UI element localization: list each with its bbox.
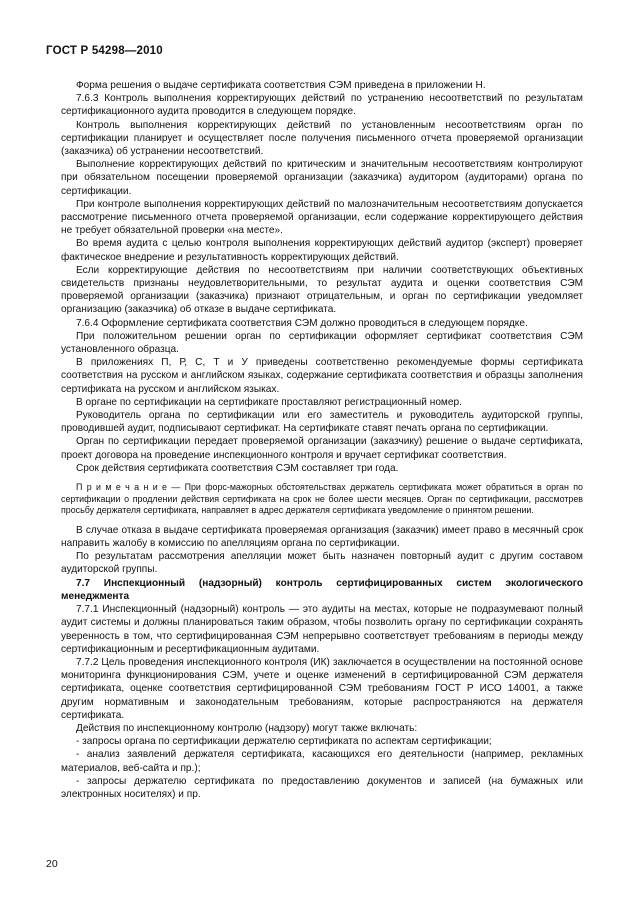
paragraph: 7.7.1 Инспекционный (надзорный) контроль — это аудиты на местах, которые не подразумевают полный аудит системы и должны планироваться таким образом, чтобы позволить органу по сертификации сохранять уверенность в том, что сертифицированная СЭМ непрерывно соответствует требованиям в периоды между сертификационным и ресертификационным аудитами. bbox=[61, 604, 583, 655]
paragraph: В приложениях П, Р, С, Т и У приведены соответственно рекомендуемые формы сертификата соответствия на русском и английском языках, содержание сертификата соответствия и образцы заполнения сертификата на русском и английском языках. bbox=[61, 357, 583, 395]
paragraph: Срок действия сертификата соответствия СЭМ составляет три года. bbox=[76, 462, 399, 474]
paragraph: По результатам рассмотрения апелляции может быть назначен повторный аудит с другим составом аудиторской группы. bbox=[61, 551, 583, 576]
paragraph: При контроле выполнения корректирующих действий по малозначительным несоответствиям допускается рассмотрение письменного отчета проверяемой организации, если содержание корректирующего действия не требует обязательной проверки «на месте». bbox=[61, 198, 583, 237]
paragraph: 7.7.2 Цель проведения инспекционного контроля (ИК) заключается в осуществлении на постоянной основе мониторинга функционирования СЭМ, учете и оценке изменений в сертифицированной СЭМ держателя сертификата, оценке соответствия сертифицированной СЭМ требованиям ГОСТ Р ИСО 14001, а также другим нормативным и законодательным требованиям, которые распространяются на держателя сертификата. bbox=[61, 656, 583, 721]
paragraph: В случае отказа в выдаче сертификата проверяемая организация (заказчик) имеет право в месячный срок направить жалобу в комиссию по апелляциям органа по сертификации. bbox=[61, 524, 583, 550]
list-item: - запросы органа по сертификации держателю сертификата по аспектам сертификации; bbox=[76, 736, 492, 748]
paragraph: 7.6.3 Контроль выполнения корректирующих действий по устранению несоответствий по результатам сертификационного аудита проводится в следующем порядке. bbox=[61, 93, 583, 118]
note-paragraph bbox=[61, 482, 583, 517]
paragraph: Во время аудита с целью контроля выполнения корректирующих действий аудитор (эксперт) проверяет фактическое внедрение и результативность корректирующих действий. bbox=[61, 238, 583, 263]
document-header: ГОСТ Р 54298—2010 bbox=[46, 45, 163, 57]
page-body bbox=[61, 79, 583, 801]
paragraph: Действия по инспекционному контролю (надзору) могут также включать: bbox=[76, 722, 418, 734]
paragraph: При положительном решении орган по сертификации оформляет сертификат соответствия СЭМ установленного образца. bbox=[61, 330, 583, 356]
note-label: П р и м е ч а н и е bbox=[76, 482, 167, 493]
paragraph: Орган по сертификации передает проверяемой организации (заказчику) решение о выдаче сертификата, проект договора на проведение инспекционного контроля и вручает сертификат соответствия. bbox=[61, 436, 583, 461]
paragraph: Если корректирующие действия по несоответствиям при наличии соответствующих объективных свидетельств признаны неудовлетворительными, то результат аудита и оценки соответствия СЭМ проверяемой организации (заказчика) признают отрицательным, и орган по сертификации уведомляет организацию (заказчика) об отказе в выдаче сертификата. bbox=[61, 264, 583, 316]
paragraph: Выполнение корректирующих действий по критическим и значительным несоответствиям контролируют при обязательном посещении проверяемой организации (заказчика) аудитором (аудиторами) органа по сертификации. bbox=[61, 159, 583, 197]
page-number: 20 bbox=[46, 858, 58, 870]
list-item: - запросы держателю сертификата по предоставлению документов и записей (на бумажных или электронных носителях) и пр. bbox=[61, 775, 583, 800]
paragraph: Форма решения о выдаче сертификата соответствия СЭМ приведена в приложении Н. bbox=[76, 80, 486, 91]
section-heading: 7.7 Инспекционный (надзорный) контроль сертифицированных систем экологического менеджмента bbox=[61, 577, 583, 602]
paragraph: Контроль выполнения корректирующих действий по установленным несоответствиям орган по сертификации планирует и осуществляет после получения письменного отчета проверяемой организации (заказчика) об устранении несоответствий. bbox=[61, 119, 583, 158]
paragraph: В органе по сертификации на сертификате проставляют регистрационный номер. bbox=[76, 396, 462, 408]
list-item: - анализ заявлений держателя сертификата, касающихся его деятельности (например, рекламных материалов, веб-сайта и пр.); bbox=[61, 749, 583, 774]
paragraph: Руководитель органа по сертификации или его заместитель и руководитель аудиторской группы, проводившей аудит, подписывают сертификат. На сертификате ставят печать органа по сертификации. bbox=[61, 410, 583, 435]
paragraph: 7.6.4 Оформление сертификата соответствия СЭМ должно проводиться в следующем порядке. bbox=[76, 317, 528, 329]
note-text: — При форс-мажорных обстоятельствах держатель сертификата может обратиться в орган по сертификации о продлении действия сертификата на срок не более шести месяцев. Орган по сертификации, рассмотрев просьбу держателя сертификата, направляет в адрес держателя сертификата уведомление о принятом решении. bbox=[61, 482, 583, 516]
